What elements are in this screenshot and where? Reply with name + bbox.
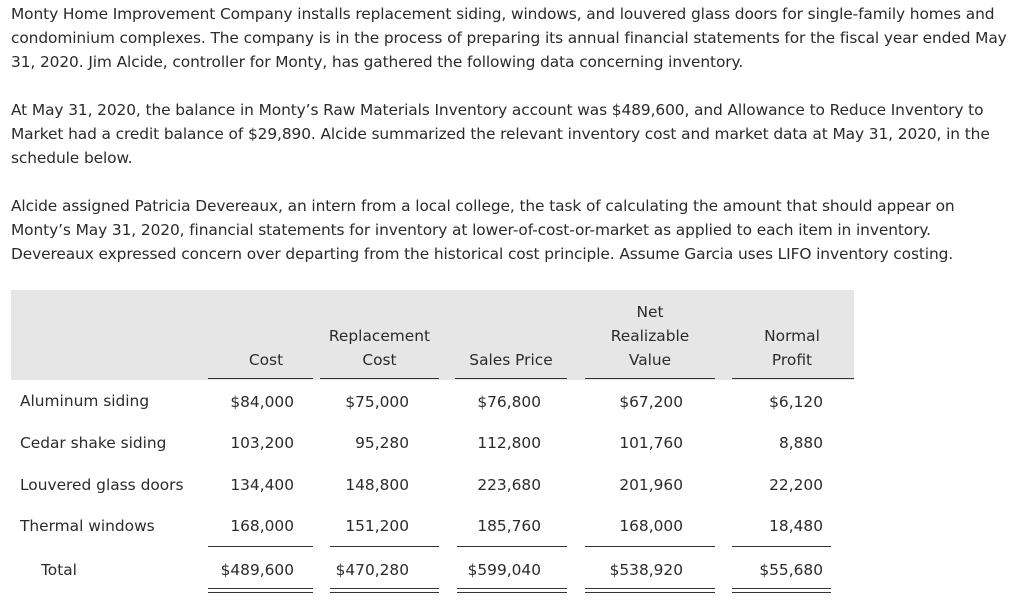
header-underline [320, 378, 439, 379]
header-cost: Cost [248, 351, 284, 369]
cell-normal-profit: 18,480 [769, 517, 823, 535]
header-net-realizable-value: Net Realizable Value [610, 303, 690, 369]
header-replacement-cost: Replacement Cost [328, 327, 431, 369]
total-net-realizable-value: $538,920 [609, 561, 683, 579]
row-label-aluminum-siding: Aluminum siding [20, 392, 150, 410]
subtotal-rule [208, 546, 313, 547]
subtotal-rule [457, 546, 567, 547]
cell-normal-profit: 22,200 [769, 476, 823, 494]
total-cost: $489,600 [220, 561, 294, 579]
row-label-thermal-windows: Thermal windows [20, 517, 155, 535]
cell-cost: 134,400 [230, 476, 294, 494]
cell-net-realizable-value: 201,960 [619, 476, 683, 494]
header-sales-price: Sales Price [469, 351, 553, 369]
intro-paragraph: Monty Home Improvement Company installs replacement siding, windows, and louvered glass doors for single-family homes and condominium complexes. The company is in the process of preparing its annual financial statements for the fiscal year ended May 31, 2020. Jim Alcide, controller for Monty, has gathered the following data concerning inventory. [11, 5, 1007, 71]
header-underline [732, 378, 854, 379]
row-label-cedar-shake-siding: Cedar shake siding [20, 434, 167, 452]
assignment-paragraph: Alcide assigned Patricia Devereaux, an intern from a local college, the task of calculating the amount that should appear on Monty’s May 31, 2020, financial statements for inventory at lower-of-cost-or-market as applied to each item in inventory. Devereaux expressed concern over departing from the historical cost principle. Assume Garcia uses LIFO inventory costing. [11, 197, 955, 263]
header-underline [585, 378, 715, 379]
cell-replacement-cost: 151,200 [345, 517, 409, 535]
cell-sales-price: 185,760 [477, 517, 541, 535]
cell-net-realizable-value: $67,200 [619, 393, 683, 411]
cell-normal-profit: 8,880 [778, 434, 823, 452]
cell-sales-price: 223,680 [477, 476, 541, 494]
subtotal-rule [330, 546, 439, 547]
total-double-rule [732, 588, 831, 593]
subtotal-rule [732, 546, 831, 547]
total-normal-profit: $55,680 [759, 561, 823, 579]
total-sales-price: $599,040 [467, 561, 541, 579]
cell-sales-price: $76,800 [477, 393, 541, 411]
subtotal-rule [585, 546, 715, 547]
cell-net-realizable-value: 168,000 [619, 517, 683, 535]
header-underline [455, 378, 567, 379]
inventory-schedule-table [11, 290, 854, 598]
cell-net-realizable-value: 101,760 [619, 434, 683, 452]
total-double-rule [457, 588, 567, 593]
cell-cost: 103,200 [230, 434, 294, 452]
balance-paragraph: At May 31, 2020, the balance in Monty’s Raw Materials Inventory account was $489,600, and Allowance to Reduce Inventory to Market had a credit balance of $29,890. Alcide summarized the relevant inventory cost and market data at May 31, 2020, in the schedule below. [11, 101, 990, 167]
row-label-louvered-glass-doors: Louvered glass doors [20, 476, 184, 494]
cell-sales-price: 112,800 [477, 434, 541, 452]
cell-cost: 168,000 [230, 517, 294, 535]
total-replacement-cost: $470,280 [335, 561, 409, 579]
cell-normal-profit: $6,120 [769, 393, 823, 411]
total-double-rule [585, 588, 715, 593]
row-label-total: Total [41, 561, 77, 579]
cell-replacement-cost: $75,000 [345, 393, 409, 411]
total-double-rule [208, 588, 313, 593]
cell-cost: $84,000 [230, 393, 294, 411]
header-underline [208, 378, 313, 379]
header-normal-profit: Normal Profit [764, 327, 820, 369]
total-double-rule [330, 588, 439, 593]
cell-replacement-cost: 148,800 [345, 476, 409, 494]
cell-replacement-cost: 95,280 [355, 434, 409, 452]
